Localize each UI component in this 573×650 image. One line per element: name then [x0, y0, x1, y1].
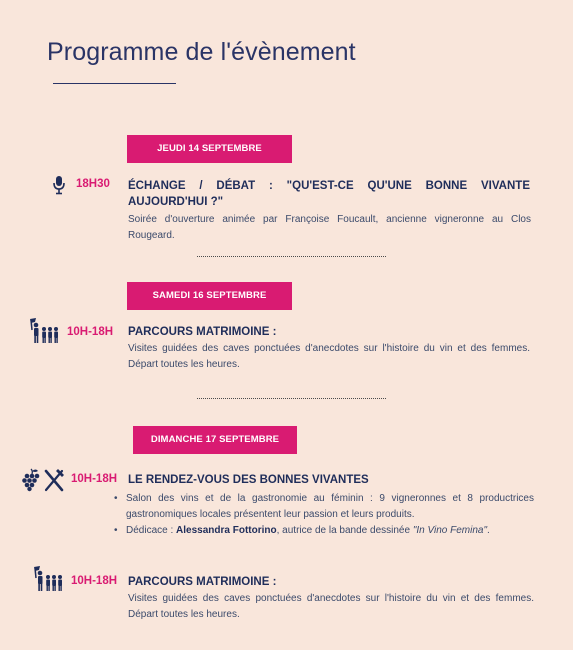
microphone-icon	[52, 175, 66, 200]
dedicace-middle: , autrice de la bande dessinée	[276, 525, 413, 536]
group-tour-icon	[29, 318, 61, 349]
event-title: PARCOURS MATRIMOINE :	[128, 326, 277, 338]
event-time: 18H30	[76, 178, 110, 190]
dedicace-prefix: Dédicace :	[126, 525, 177, 536]
day-badge-samedi: SAMEDI 16 SEPTEMBRE	[127, 282, 292, 310]
event-description: Soirée d'ouverture animée par Françoise Foucault, ancienne vigneronne au Clos Rougeard.	[128, 214, 531, 241]
list-item: • Salon des vins et de la gastronomie au féminin : 9 vigneronnes et 8 productrices gastronomiques locales présentent leur passion et leurs produits.	[112, 491, 534, 523]
event-bullet-list	[112, 491, 534, 539]
event-title: ÉCHANGE / DÉBAT : "QU'EST-CE QU'UNE BONNE VIVANTE AUJOURD'HUI ?"	[128, 180, 530, 208]
author-name: Alessandra Fottorino	[176, 525, 277, 536]
event-title: PARCOURS MATRIMOINE :	[128, 576, 277, 588]
dedicace-suffix: .	[487, 525, 490, 536]
event-time: 10H-18H	[71, 473, 118, 485]
event-time: 10H-18H	[71, 575, 118, 587]
work-title: "In Vino Femina"	[412, 525, 488, 536]
divider	[197, 398, 386, 399]
list-item	[112, 523, 534, 539]
event-description: Visites guidées des caves ponctuées d'anecdotes sur l'histoire du vin et des femmes. Départ toutes les heures.	[128, 343, 530, 370]
day-badge-jeudi: JEUDI 14 SEPTEMBRE	[127, 135, 292, 163]
event-time: 10H-18H	[67, 326, 114, 338]
divider	[197, 256, 386, 257]
day-badge-dimanche: DIMANCHE 17 SEPTEMBRE	[133, 426, 297, 454]
event-title: LE RENDEZ-VOUS DES BONNES VIVANTES	[128, 474, 369, 486]
group-tour-icon	[33, 566, 65, 597]
event-description: Visites guidées des caves ponctuées d'anecdotes sur l'histoire du vin et des femmes. Départ toutes les heures.	[128, 593, 534, 620]
page-title: Programme de l'évènement	[47, 38, 356, 66]
title-underline	[53, 83, 176, 84]
grapes-cutlery-icon	[22, 468, 66, 497]
